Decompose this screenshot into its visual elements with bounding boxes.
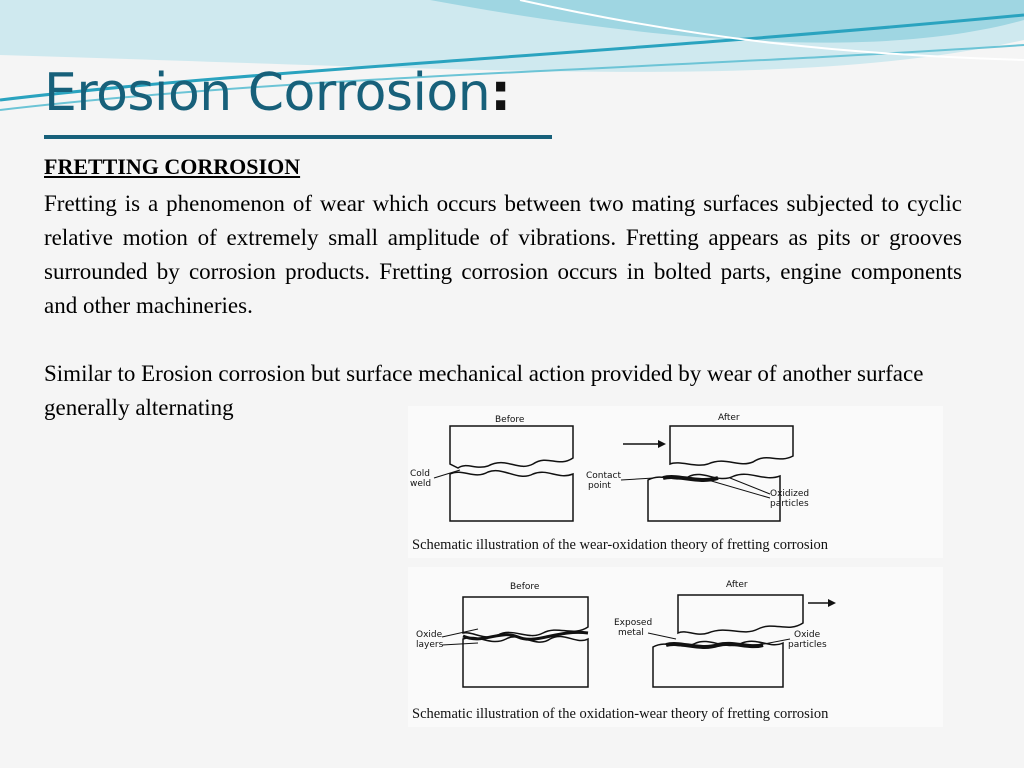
paragraph-similarity: Similar to Erosion corrosion but surface mechanical action provided by wear of another surface generally alternating (44, 361, 924, 420)
paragraph-fretting-definition: Fretting is a phenomenon of wear which occurs between two mating surfaces subjected to cyclic relative motion of extremely small amplitude of vibrations. Fretting appears as pits or grooves surrounded by corrosion products. Fretting corrosion occurs in bolted parts, engine components and other machineries. (44, 191, 962, 318)
fig1-oxidized-label-1: Oxidized (770, 489, 810, 499)
figure-oxidation-wear (408, 567, 943, 727)
title-text: Erosion Corrosion (44, 63, 491, 123)
figure1-caption: Schematic illustration of the wear-oxidation theory of fretting corrosion (412, 537, 829, 553)
fig2-oxide-layers-label-2: layers (416, 640, 444, 650)
fig1-cold-weld-label-2: weld (410, 479, 432, 489)
oxidation-wear-diagram (408, 567, 943, 705)
fig2-oxide-layers-label-1: Oxide (416, 630, 443, 640)
figure-wear-oxidation (408, 406, 943, 558)
fig2-oxide-particles-label-1: Oxide (794, 630, 821, 640)
fig2-exposed-label-1: Exposed (614, 618, 653, 628)
title-colon: : (490, 63, 511, 123)
fig1-after-label: After (718, 413, 740, 423)
section-heading: FRETTING CORROSION (44, 154, 301, 179)
fig1-contact-label-1: Contact (586, 471, 622, 481)
fig2-after-label: After (726, 580, 748, 590)
wear-oxidation-diagram (408, 406, 943, 536)
title-underline (44, 135, 552, 139)
page-title (44, 62, 511, 124)
fig2-before-label: Before (510, 582, 540, 592)
fig1-contact-label-2: point (588, 481, 611, 491)
fig1-before-label: Before (495, 415, 525, 425)
fig1-oxidized-label-2: particles (770, 499, 809, 509)
fig2-exposed-label-2: metal (618, 628, 644, 638)
fig1-cold-weld-label-1: Cold (410, 469, 431, 479)
figure2-caption: Schematic illustration of the oxidation-wear theory of fretting corrosion (412, 706, 829, 722)
fig2-oxide-particles-label-2: particles (788, 640, 827, 650)
